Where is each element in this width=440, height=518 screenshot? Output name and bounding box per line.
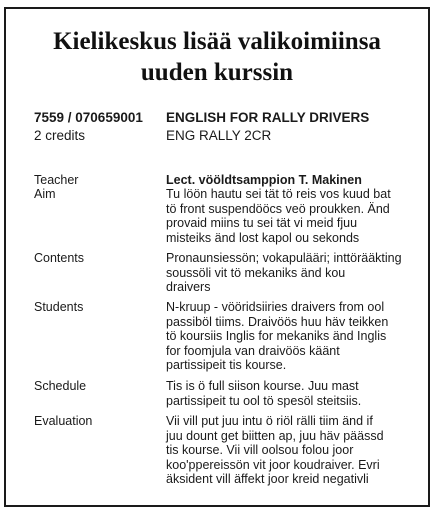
students-line: partissipeit tis kourse. (166, 358, 287, 373)
evaluation-line: tis kourse. Vii vill oolsou folou joor (166, 443, 354, 458)
contents-label: Contents (34, 251, 85, 265)
aim-line: Tu löön hautu sei tät tö reis vos kuud bat (166, 187, 391, 201)
course-short-name: ENG RALLY 2CR (166, 128, 272, 143)
teacher-value: Lect. vööldtsamppion T. Makinen (166, 173, 362, 187)
schedule-line: partissipeit tu ool tö spesöl steitsiis. (166, 393, 362, 408)
evaluation-line: koo'ppereissön vit joor koudraiver. Evri (166, 457, 380, 472)
students-label: Students (34, 300, 84, 314)
contents-line: soussöli vit tö mekaniks änd kou (166, 265, 346, 280)
aim-line: tö front suspendööcs veö proukken. Änd (166, 201, 390, 216)
headline-line-2: uuden kurssin (140, 59, 294, 86)
course-credits: 2 credits (34, 128, 86, 143)
evaluation-label: Evaluation (34, 414, 93, 428)
course-name: ENGLISH FOR RALLY DRIVERS (166, 110, 370, 125)
headline (6, 26, 428, 88)
aim-line: provaid miins tu sei tät vi meid fjuu (166, 216, 358, 231)
contents-line: Pronaunsiessön; vokapulääri; inttörääkting (166, 251, 402, 265)
aim-line: misteiks änd lost kapol ou sekonds (166, 230, 360, 245)
course-code: 7559 / 070659001 (34, 110, 143, 125)
contents-line: draivers (166, 280, 211, 295)
aim-label: Aim (34, 187, 56, 201)
students-value (166, 300, 428, 373)
students-line: for foomjula van draivöös käänt (166, 343, 340, 358)
students-line: passiböl tiims. Draivöös huu häv teikken (166, 314, 389, 329)
teacher-label: Teacher (34, 173, 79, 187)
students-line: N-kruup - vööridsiiries draivers from ool (166, 300, 385, 314)
evaluation-line: Vii vill put juu intu ö riöl rälli tiim änd if (166, 414, 373, 428)
students-line: tö koursiis Inglis for mekaniks änd Inglis (166, 329, 387, 344)
schedule-label: Schedule (34, 379, 87, 393)
headline-line-1: Kielikeskus lisää valikoimiinsa (53, 28, 381, 55)
schedule-value (166, 379, 428, 408)
schedule-line: Tis is ö full siison kourse. Juu mast (166, 379, 359, 393)
evaluation-value (166, 414, 428, 487)
evaluation-line: juu dount get biitten ap, juu häv päässd (166, 428, 384, 443)
contents-value (166, 251, 428, 295)
course-notice-panel (4, 7, 430, 507)
evaluation-line: äksident vill äffekt joor kreid negativli (166, 472, 369, 487)
aim-value (166, 187, 428, 245)
